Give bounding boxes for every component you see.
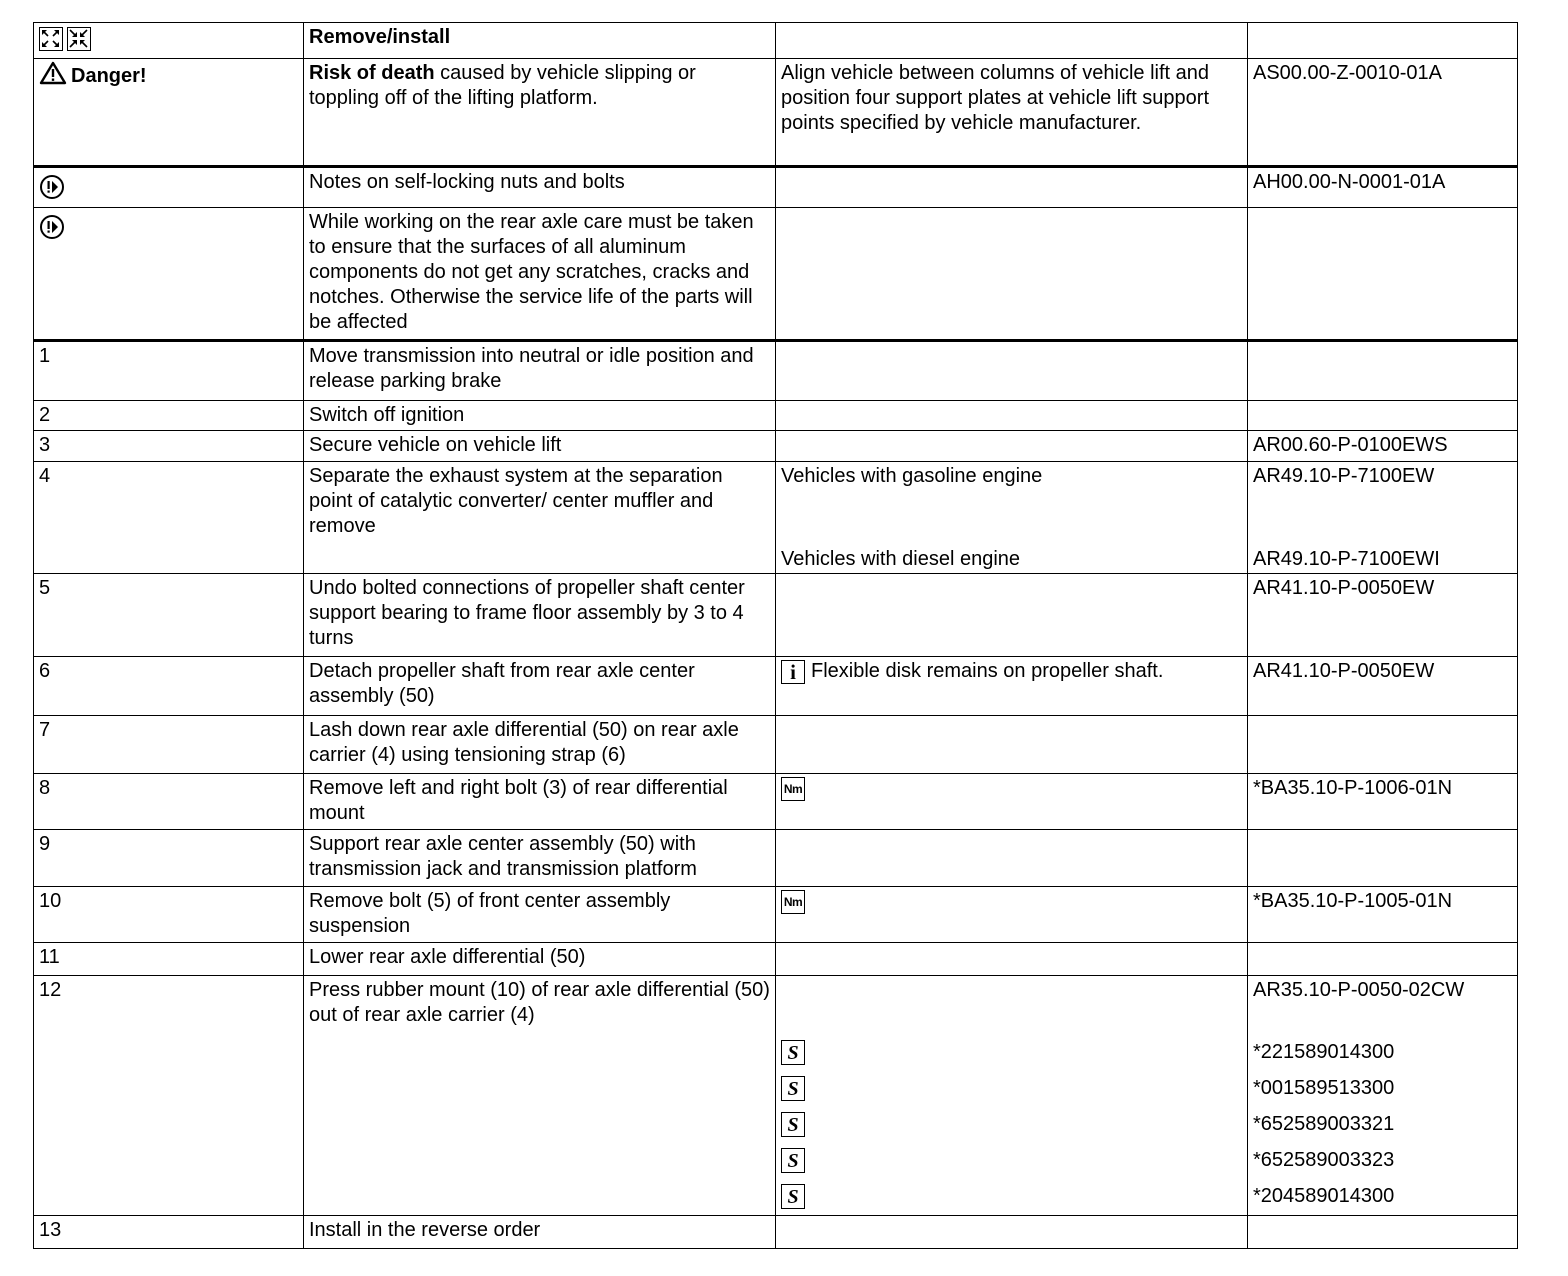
special-tool-icon: S [781, 1184, 805, 1209]
step-text: Secure vehicle on vehicle lift [304, 431, 776, 462]
empty-cell [1248, 830, 1518, 887]
step-text: Detach propeller shaft from rear axle center assembly (50) [304, 657, 776, 716]
empty-cell [1248, 943, 1518, 976]
step-number: 3 [34, 431, 304, 462]
step-ref-cell [1248, 976, 1518, 1216]
step-ref: AR41.10-P-0050EW [1248, 574, 1518, 657]
tool-number: *001589513300 [1253, 1076, 1395, 1099]
step-number: 8 [34, 774, 304, 830]
step-number: 2 [34, 401, 304, 431]
step-torque-cell [776, 887, 1248, 943]
condition-gasoline: Vehicles with gasoline engine [781, 465, 1043, 487]
procedure-title: Remove/install [304, 23, 776, 59]
step-number: 4 [34, 462, 304, 574]
tool-number: *204589014300 [1253, 1184, 1395, 1207]
note-text: While working on the rear axle care must be taken to ensure that the surfaces of all aluminum components do not get any scratches, cracks and notches. Otherwise the service life of the parts will be affected [304, 208, 776, 341]
step-ref: *BA35.10-P-1006-01N [1248, 774, 1518, 830]
step-number: 10 [34, 887, 304, 943]
step-number: 5 [34, 574, 304, 657]
empty-cell [776, 208, 1248, 341]
step-text: Move transmission into neutral or idle position and release parking brake [304, 341, 776, 401]
step-torque-cell [776, 774, 1248, 830]
note-icon-cell [34, 208, 304, 341]
empty-cell [776, 431, 1248, 462]
step-text: Switch off ignition [304, 401, 776, 431]
step-text: Install in the reverse order [304, 1216, 776, 1249]
step-number: 12 [34, 976, 304, 1216]
step-ref: AR35.10-P-0050-02CW [1253, 979, 1465, 1001]
danger-row [34, 59, 1518, 167]
install-icon [67, 27, 91, 51]
torque-icon: Nm [781, 777, 805, 801]
step-row [34, 341, 1518, 401]
special-tool-icon: S [781, 1148, 805, 1173]
remove-icon [39, 27, 63, 51]
torque-icon: Nm [781, 890, 805, 914]
danger-risk-cell [304, 59, 776, 167]
step-row [34, 431, 1518, 462]
step-row [34, 830, 1518, 887]
danger-risk-bold: Risk of death [309, 62, 435, 84]
danger-label-cell [34, 59, 304, 167]
danger-measure: Align vehicle between columns of vehicle lift and position four support plates at vehicle lift support points specified by vehicle manufacturer. [776, 59, 1248, 167]
note-icon [39, 174, 65, 207]
step-row [34, 401, 1518, 431]
step-number: 9 [34, 830, 304, 887]
step-row [34, 462, 1518, 574]
ref-diesel: AR49.10-P-7100EWI [1253, 548, 1440, 570]
empty-cell [776, 943, 1248, 976]
danger-ref: AS00.00-Z-0010-01A [1248, 59, 1518, 167]
header-icons-cell [34, 23, 304, 59]
warning-triangle-icon [39, 61, 67, 92]
info-icon: i [781, 660, 805, 684]
step-row [34, 1216, 1518, 1249]
note-icon-cell [34, 167, 304, 208]
step-text: Remove left and right bolt (3) of rear differential mount [304, 774, 776, 830]
step-row [34, 976, 1518, 1216]
empty-cell [776, 1216, 1248, 1249]
danger-label: Danger! [71, 65, 147, 87]
step-number: 13 [34, 1216, 304, 1249]
step-condition-cell [776, 462, 1248, 574]
special-tool-icon: S [781, 1040, 805, 1065]
step-ref: AR00.60-P-0100EWS [1248, 431, 1518, 462]
special-tool-icon: S [781, 1076, 805, 1101]
step-tools-cell [776, 976, 1248, 1216]
step-text: Undo bolted connections of propeller shaft center support bearing to frame floor assembly by 3 to 4 turns [304, 574, 776, 657]
step-number: 6 [34, 657, 304, 716]
empty-cell [776, 574, 1248, 657]
empty-cell [776, 341, 1248, 401]
note-row [34, 208, 1518, 341]
empty-cell [776, 716, 1248, 774]
empty-cell [1248, 23, 1518, 59]
step-row [34, 657, 1518, 716]
step-number: 7 [34, 716, 304, 774]
info-text: Flexible disk remains on propeller shaft. [811, 660, 1164, 682]
step-ref-cell [1248, 462, 1518, 574]
empty-cell [1248, 401, 1518, 431]
empty-cell [1248, 1216, 1518, 1249]
step-row [34, 716, 1518, 774]
step-text: Remove bolt (5) of front center assembly suspension [304, 887, 776, 943]
empty-cell [776, 23, 1248, 59]
tool-number: *652589003323 [1253, 1148, 1395, 1171]
step-text: Support rear axle center assembly (50) with transmission jack and transmission platform [304, 830, 776, 887]
step-row [34, 887, 1518, 943]
note-icon [39, 214, 65, 247]
note-row [34, 167, 1518, 208]
step-text: Lash down rear axle differential (50) on rear axle carrier (4) using tensioning strap (6) [304, 716, 776, 774]
step-number: 11 [34, 943, 304, 976]
empty-cell [1248, 341, 1518, 401]
step-row [34, 774, 1518, 830]
step-ref: *BA35.10-P-1005-01N [1248, 887, 1518, 943]
empty-cell [776, 830, 1248, 887]
empty-cell [776, 401, 1248, 431]
step-text: Press rubber mount (10) of rear axle differential (50) out of rear axle carrier (4) [304, 976, 776, 1216]
note-ref: AH00.00-N-0001-01A [1248, 167, 1518, 208]
ref-gasoline: AR49.10-P-7100EW [1253, 465, 1435, 487]
procedure-table [33, 22, 1518, 1249]
empty-cell [776, 167, 1248, 208]
step-ref: AR41.10-P-0050EW [1248, 657, 1518, 716]
tool-number: *652589003321 [1253, 1112, 1395, 1135]
note-ref [1248, 208, 1518, 341]
step-info-cell [776, 657, 1248, 716]
step-row [34, 943, 1518, 976]
step-text: Lower rear axle differential (50) [304, 943, 776, 976]
empty-cell [1248, 716, 1518, 774]
step-row [34, 574, 1518, 657]
note-text: Notes on self-locking nuts and bolts [304, 167, 776, 208]
step-number: 1 [34, 341, 304, 401]
tool-number: *221589014300 [1253, 1040, 1395, 1063]
danger-risk-text: caused by vehicle slipping or toppling off of the lifting platform. [309, 62, 696, 109]
header-row [34, 23, 1518, 59]
condition-diesel: Vehicles with diesel engine [781, 548, 1021, 570]
special-tool-icon: S [781, 1112, 805, 1137]
step-text: Separate the exhaust system at the separation point of catalytic converter/ center muffler and remove [304, 462, 776, 574]
